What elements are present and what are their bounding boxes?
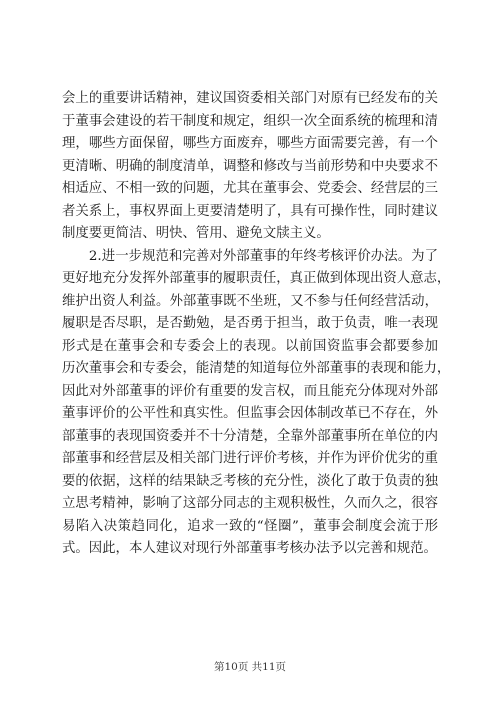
body-text [62, 88, 451, 561]
text-line: 制度要更简洁、明快、管用、避免文牍主义。 [62, 226, 330, 241]
text-line: 式。因此，本人建议对现行外部董事考核办法予以完善和规范。 [62, 541, 437, 556]
text-line: 形式是在董事会和专委会上的表现。以前国资监事会都要参加 [62, 338, 438, 354]
text-line: 历次董事会和专委会，能清楚的知道每位外部董事的表现和能力， [62, 361, 451, 376]
text-line: 理，哪些方面保留，哪些方面废弃，哪些方面需要完善，有一个 [62, 136, 438, 151]
text-line: 更好地充分发挥外部董事的履职责任，真正做到体现出资人意志， [62, 271, 451, 286]
text-line: 者关系上，事权界面上更要清楚明了，具有可操作性，同时建议 [62, 203, 438, 219]
text-line: 部董事的表现国资委并不十分清楚，全靠外部董事所在单位的内 [62, 428, 438, 444]
text-line: 董事评价的公平性和真实性。但监事会因体制改革已不存在，外 [62, 406, 438, 421]
text-line: 会上的重要讲话精神，建议国资委相关部门对原有已经发布的关 [62, 91, 438, 106]
text-line: 易陷入决策趋同化，追求一致的“怪圈”，董事会制度会流于形 [62, 518, 438, 534]
page-footer: 第10页 共11页 [213, 661, 287, 673]
text-line: 部董事和经营层及相关部门进行评价考核，并作为评价优劣的重 [62, 451, 438, 466]
text-line: 维护出资人利益。外部董事既不坐班，又不参与任何经营活动， [62, 293, 438, 309]
text-line: 立思考精神，影响了这部分同志的主观积极性，久而久之，很容 [62, 496, 438, 511]
text-line: 相适应、不相一致的问题，尤其在董事会、党委会、经营层的三 [62, 181, 438, 196]
text-line: 因此对外部董事的评价有重要的发言权，而且能充分体现对外部 [62, 383, 438, 399]
text-line: 更清晰、明确的制度清单，调整和修改与当前形势和中央要求不 [62, 158, 438, 174]
text-line: 2.进一步规范和完善对外部董事的年终考核评价办法。为了 [62, 248, 438, 264]
text-line: 履职是否尽职，是否勤勉，是否勇于担当，敢于负责，唯一表现 [62, 316, 438, 331]
text-line: 于董事会建设的若干制度和规定，组织一次全面系统的梳理和清 [62, 113, 438, 129]
text-line: 要的依据，这样的结果缺乏考核的充分性，淡化了敢于负责的独 [62, 473, 438, 489]
